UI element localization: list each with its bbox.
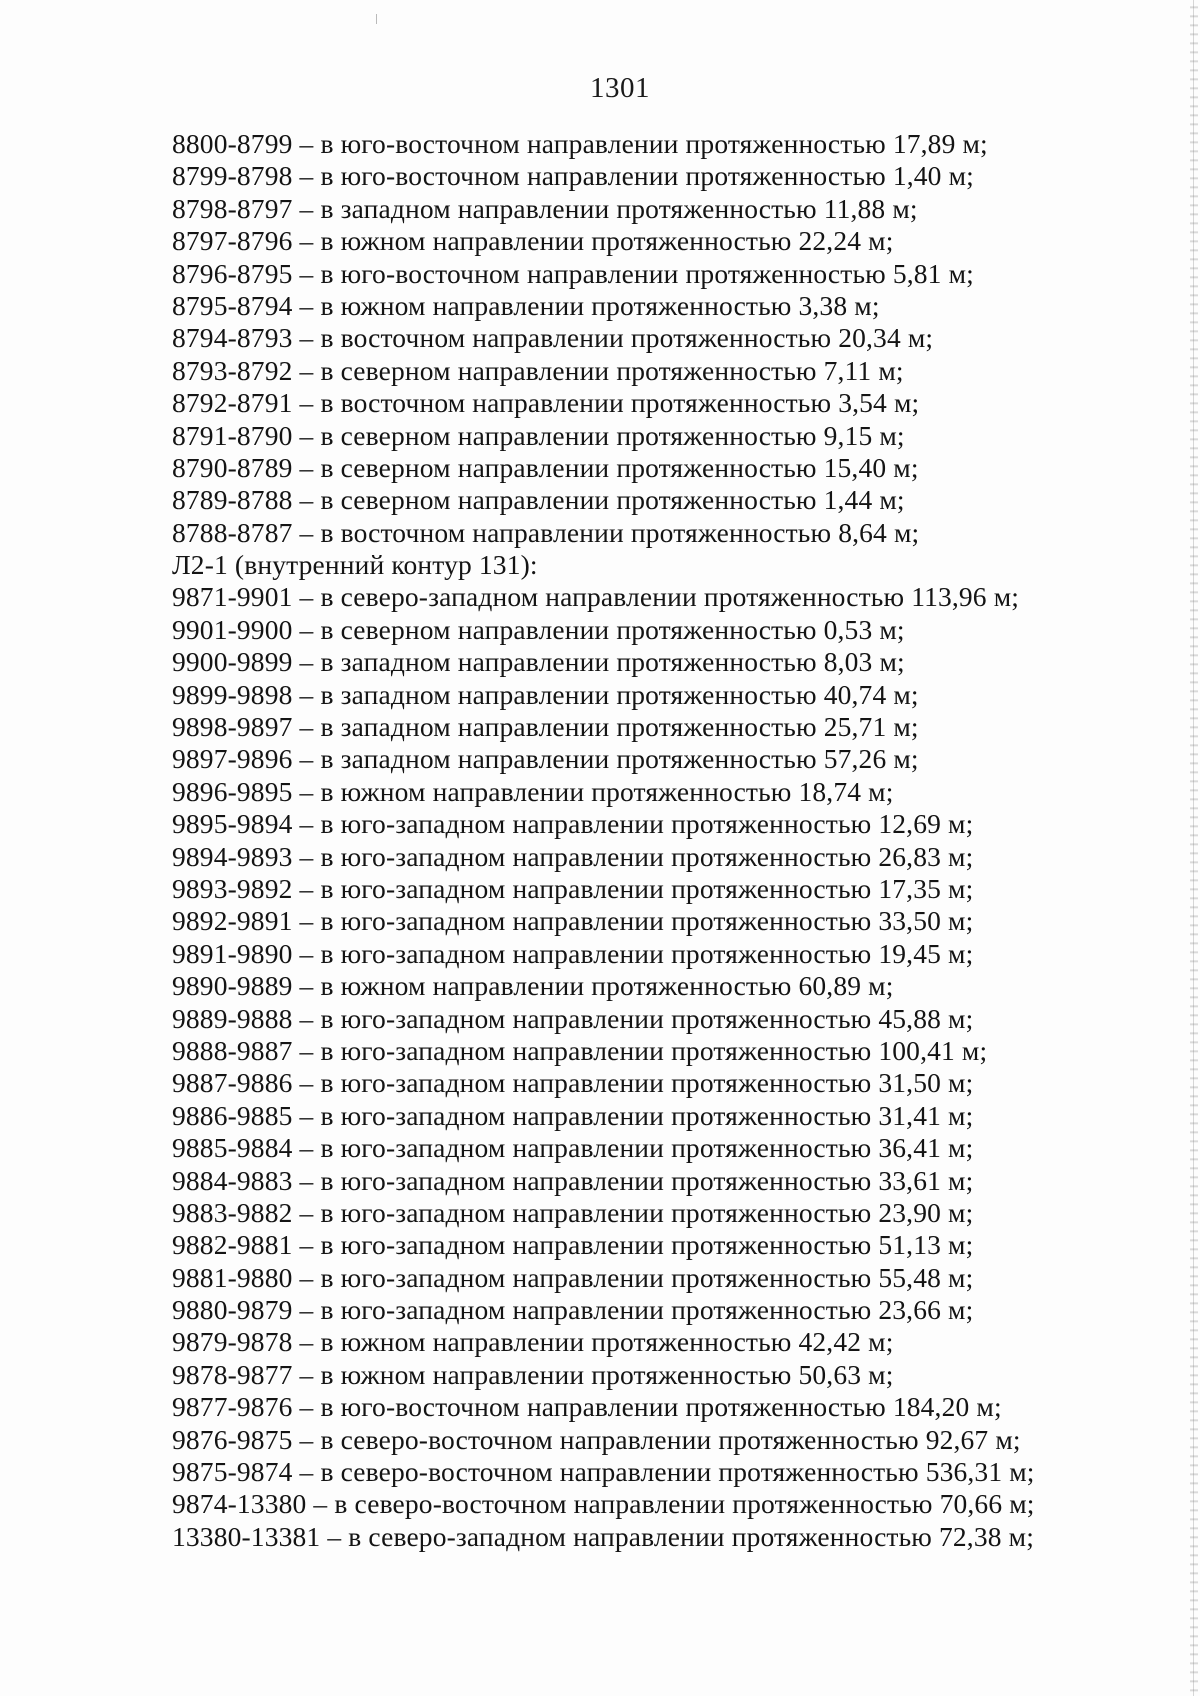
boundary-line: 9879-9878 – в южном направлении протяженностью 42,42 м; xyxy=(172,1326,894,1358)
boundary-line: 8792-8791 – в восточном направлении протяженностью 3,54 м; xyxy=(172,387,920,419)
scan-mark xyxy=(376,14,377,24)
boundary-line: 9876-9875 – в северо-восточном направлении протяженностью 92,67 м; xyxy=(172,1423,1021,1455)
boundary-line: 9874-13380 – в северо-восточном направлении протяженностью 70,66 м; xyxy=(172,1488,1035,1520)
boundary-line: 9891-9890 – в юго-западном направлении протяженностью 19,45 м; xyxy=(172,937,974,969)
boundary-line: 8796-8795 – в юго-восточном направлении протяженностью 5,81 м; xyxy=(172,257,974,289)
boundary-line: 8799-8798 – в юго-восточном направлении протяженностью 1,40 м; xyxy=(172,160,974,192)
boundary-line: 13380-13381 – в северо-западном направлении протяженностью 72,38 м; xyxy=(172,1520,1034,1552)
boundary-line: 9875-9874 – в северо-восточном направлении протяженностью 536,31 м; xyxy=(172,1456,1035,1488)
boundary-line: 9888-9887 – в юго-западном направлении протяженностью 100,41 м; xyxy=(172,1034,988,1066)
page-number: 1301 xyxy=(590,72,650,104)
boundary-line: 9877-9876 – в юго-восточном направлении протяженностью 184,20 м; xyxy=(172,1391,1002,1423)
boundary-line: 9878-9877 – в южном направлении протяженностью 50,63 м; xyxy=(172,1358,894,1390)
boundary-line: 8795-8794 – в южном направлении протяженностью 3,38 м; xyxy=(172,289,880,321)
boundary-line: 9885-9884 – в юго-западном направлении протяженностью 36,41 м; xyxy=(172,1132,974,1164)
boundary-line: 9881-9880 – в юго-западном направлении протяженностью 55,48 м; xyxy=(172,1261,974,1293)
boundary-line: 8790-8789 – в северном направлении протяженностью 15,40 м; xyxy=(172,451,919,483)
boundary-line: 9884-9883 – в юго-западном направлении протяженностью 33,61 м; xyxy=(172,1164,974,1196)
boundary-line: 8789-8788 – в северном направлении протяженностью 1,44 м; xyxy=(172,484,905,516)
boundary-line: 9895-9894 – в юго-западном направлении протяженностью 12,69 м; xyxy=(172,808,974,840)
boundary-line: 9901-9900 – в северном направлении протяженностью 0,53 м; xyxy=(172,613,905,645)
scan-edge-noise xyxy=(1190,0,1198,1696)
boundary-line: 9898-9897 – в западном направлении протяженностью 25,71 м; xyxy=(172,711,919,743)
boundary-line: 8791-8790 – в северном направлении протяженностью 9,15 м; xyxy=(172,419,905,451)
boundary-line: 9892-9891 – в юго-западном направлении протяженностью 33,50 м; xyxy=(172,905,974,937)
boundary-line: 8793-8792 – в северном направлении протяженностью 7,11 м; xyxy=(172,354,904,386)
boundary-line: Л2-1 (внутренний контур 131): xyxy=(172,549,538,581)
boundary-line: 8797-8796 – в южном направлении протяженностью 22,24 м; xyxy=(172,225,894,257)
boundary-description-list xyxy=(172,128,1172,1553)
boundary-line: 9899-9898 – в западном направлении протяженностью 40,74 м; xyxy=(172,678,919,710)
boundary-line: 9889-9888 – в юго-западном направлении протяженностью 45,88 м; xyxy=(172,1002,974,1034)
boundary-line: 9883-9882 – в юго-западном направлении протяженностью 23,90 м; xyxy=(172,1196,974,1228)
boundary-line: 9871-9901 – в северо-западном направлении протяженностью 113,96 м; xyxy=(172,581,1020,613)
boundary-line: 8794-8793 – в восточном направлении протяженностью 20,34 м; xyxy=(172,322,934,354)
boundary-line: 9894-9893 – в юго-западном направлении протяженностью 26,83 м; xyxy=(172,840,974,872)
boundary-line: 9890-9889 – в южном направлении протяженностью 60,89 м; xyxy=(172,970,894,1002)
boundary-line: 9900-9899 – в западном направлении протяженностью 8,03 м; xyxy=(172,646,905,678)
boundary-line: 9893-9892 – в юго-западном направлении протяженностью 17,35 м; xyxy=(172,872,974,904)
boundary-line: 9880-9879 – в юго-западном направлении протяженностью 23,66 м; xyxy=(172,1294,974,1326)
boundary-line: 9882-9881 – в юго-западном направлении протяженностью 51,13 м; xyxy=(172,1229,974,1261)
boundary-line: 9886-9885 – в юго-западном направлении протяженностью 31,41 м; xyxy=(172,1099,974,1131)
boundary-line: 9897-9896 – в западном направлении протяженностью 57,26 м; xyxy=(172,743,919,775)
boundary-line: 9887-9886 – в юго-западном направлении протяженностью 31,50 м; xyxy=(172,1067,974,1099)
boundary-line: 8800-8799 – в юго-восточном направлении протяженностью 17,89 м; xyxy=(172,128,988,159)
boundary-line: 9896-9895 – в южном направлении протяженностью 18,74 м; xyxy=(172,775,894,807)
boundary-line: 8788-8787 – в восточном направлении протяженностью 8,64 м; xyxy=(172,516,920,548)
boundary-line: 8798-8797 – в западном направлении протяженностью 11,88 м; xyxy=(172,192,918,224)
